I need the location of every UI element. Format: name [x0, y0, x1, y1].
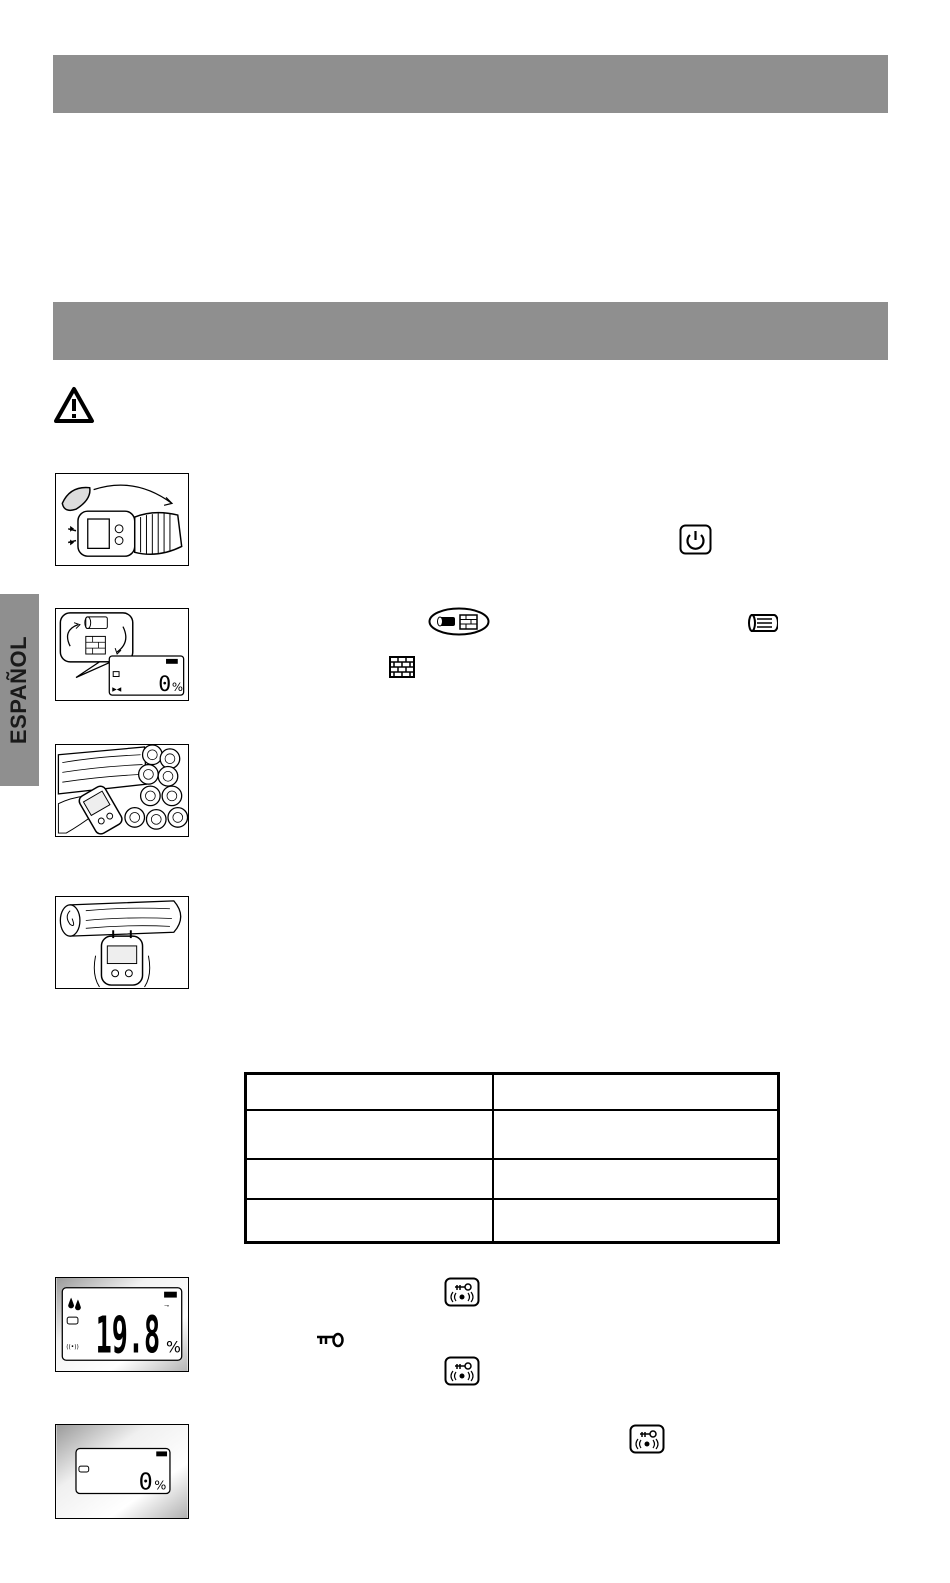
warning-icon: [53, 386, 95, 424]
key-icon: [316, 1332, 344, 1348]
svg-text:▶◀: ▶◀: [112, 687, 122, 694]
wood-mode-icon: [748, 612, 778, 634]
table-cell: [246, 1074, 494, 1110]
mode-screen-unit: %: [171, 680, 184, 695]
table-cell: [246, 1199, 494, 1243]
language-side-tab: [0, 594, 39, 786]
log-probe-illustration: [55, 896, 189, 989]
table-cell: [493, 1199, 779, 1243]
mode-screen-reading: 0: [158, 672, 172, 698]
lcd-reading-unit: %: [166, 1337, 181, 1357]
lcd-zero-reading-illustration: [55, 1424, 189, 1519]
hold-key-button-icon: [444, 1356, 480, 1386]
power-button-icon: [679, 524, 712, 555]
svg-text:⊸: ⊸: [164, 1303, 170, 1310]
mode-select-illustration: [55, 608, 189, 701]
language-tab-label: ESPAÑOL: [6, 635, 32, 745]
meter-cap-illustration: [55, 473, 189, 566]
wood-brick-mode-button-icon: [428, 607, 490, 636]
lcd-zero-reading: 0: [138, 1467, 153, 1496]
hold-key-button-icon: [629, 1424, 665, 1454]
table-row: [246, 1074, 779, 1110]
table-cell: [246, 1110, 494, 1159]
hold-key-button-icon: [444, 1277, 480, 1307]
lcd-hold-reading-illustration: [55, 1277, 189, 1372]
section-header-bar-2: [53, 302, 888, 360]
table-cell: [493, 1110, 779, 1159]
table-row: [246, 1159, 779, 1199]
logs-measurement-illustration: [55, 744, 189, 837]
table-cell: [493, 1159, 779, 1199]
lcd-zero-unit: %: [154, 1477, 167, 1493]
table-cell: [246, 1159, 494, 1199]
reference-table: [244, 1072, 780, 1244]
table-row: [246, 1110, 779, 1159]
table-row: [246, 1199, 779, 1243]
table-cell: [493, 1074, 779, 1110]
brick-mode-icon: [388, 655, 416, 679]
svg-text:((•)): ((•)): [66, 1344, 79, 1351]
section-header-bar-1: [53, 55, 888, 113]
lcd-reading-large: 19.8: [95, 1306, 161, 1366]
